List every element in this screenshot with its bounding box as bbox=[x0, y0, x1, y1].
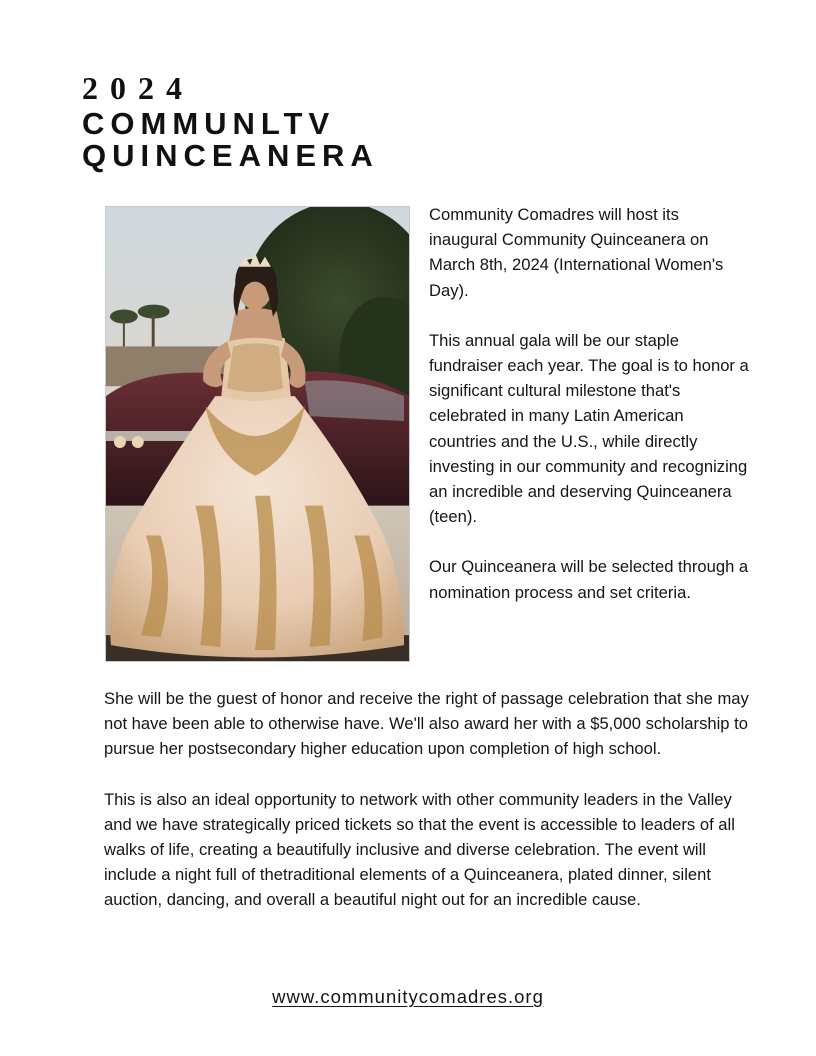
intro-text bbox=[429, 202, 749, 605]
intro-paragraph-1: Community Comadres will host its inaugural Community Quinceanera on March 8th, 2024 (International Women's Day). bbox=[429, 205, 724, 300]
website-link[interactable]: www.communitycomadres.org bbox=[272, 986, 544, 1007]
title-line-quinceanera: QUINCEANERA bbox=[82, 138, 379, 173]
body-text bbox=[104, 686, 754, 913]
intro-paragraph-2: This annual gala will be our staple fundraiser each year. The goal is to honor a significant cultural milestone that's celebrated in many Latin American countries and the U.S., while directly investing in our community and recognizing an incredible and deserving Quinceanera (teen). bbox=[429, 330, 749, 527]
photo-illustration bbox=[106, 207, 409, 661]
body-paragraph-2: This is also an ideal opportunity to network with other community leaders in the Valley and we have strategically priced tickets so that the event is accessible to leaders of all walks of life, creating a beautifully inclusive and diverse celebration. The event will include a night full of thetraditional elements of a Quinceanera, plated dinner, silent auction, dancing, and overall a beautiful night out for an incredible cause. bbox=[104, 789, 735, 910]
intro-paragraph-3: Our Quinceanera will be selected through a nomination process and set criteria. bbox=[429, 557, 749, 602]
title-year: 2024 bbox=[82, 70, 194, 106]
body-paragraph-1: She will be the guest of honor and receive the right of passage celebration that she may not have been able to otherwise have. We'll also award her with a $5,000 scholarship to pursue her postsecondary higher education upon completion of high school. bbox=[104, 689, 749, 759]
title-line-community: COMMUNLTV bbox=[82, 106, 336, 141]
quinceanera-photo bbox=[105, 206, 410, 662]
website-footer bbox=[0, 986, 816, 1008]
